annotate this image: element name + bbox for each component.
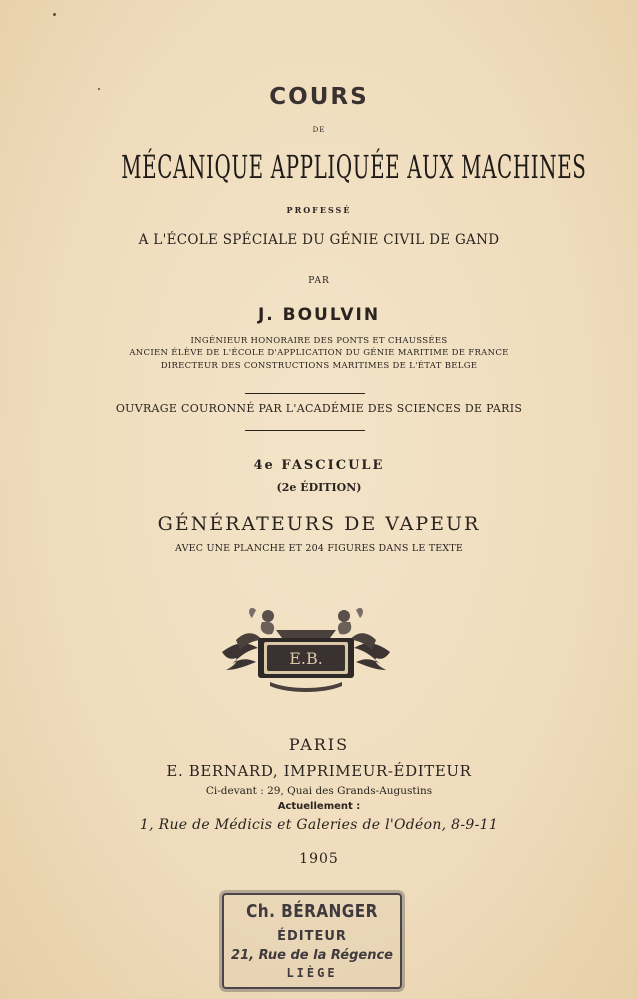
school-line: A L'ÉCOLE SPÉCIALE DU GÉNIE CIVIL DE GAND	[138, 232, 500, 248]
stamp-line-3: 21, Rue de la Régence	[231, 948, 393, 963]
heading-de: DE	[312, 126, 326, 134]
emblem-monogram: E.B.	[289, 649, 323, 668]
author-title-2: ANCIEN ÉLÈVE DE L'ÉCOLE D'APPLICATION DU GÉNIE MARITIME DE FRANCE	[129, 348, 509, 358]
paper-speck	[53, 13, 56, 16]
author-title-1: INGÉNIEUR HONORAIRE DES PONTS ET CHAUSSÉES	[190, 336, 448, 346]
subject-title: GÉNÉRATEURS DE VAPEUR	[157, 513, 481, 535]
subject-note: AVEC UNE PLANCHE ET 204 FIGURES DANS LE TEXTE	[174, 543, 463, 554]
divider-top	[245, 393, 365, 394]
imprint-current-label: Actuellement :	[277, 801, 361, 812]
award-line: OUVRAGE COURONNÉ PAR L'ACADÉMIE DES SCIENCES DE PARIS	[115, 402, 523, 415]
stamp-line-1: Ch. BÉRANGER	[246, 901, 378, 922]
edition-label: (2e ÉDITION)	[276, 481, 362, 494]
imprint-former-address: Ci-devant : 29, Quai des Grands-Augustins	[205, 785, 433, 797]
publisher-emblem-icon	[218, 600, 394, 694]
main-title: MÉCANIQUE APPLIQUÉE AUX MACHINES	[121, 148, 587, 186]
fascicule-label: 4e FASCICULE	[253, 458, 385, 473]
stamp-line-4: LIÈGE	[286, 966, 338, 980]
imprint-year: 1905	[299, 851, 339, 867]
imprint-city: PARIS	[288, 735, 350, 754]
imprint-publisher: E. BERNARD, IMPRIMEUR-ÉDITEUR	[166, 762, 472, 780]
heading-professe: PROFESSÉ	[286, 205, 352, 215]
heading-par: PAR	[308, 276, 330, 286]
stamp-line-2: ÉDITEUR	[277, 929, 347, 944]
imprint-current-address: 1, Rue de Médicis et Galeries de l'Odéon, 8-9-11	[139, 817, 499, 833]
divider-bottom	[245, 430, 365, 431]
heading-cours: COURS	[269, 84, 369, 110]
author-title-3: DIRECTEUR DES CONSTRUCTIONS MARITIMES DE L'ÉTAT BELGE	[160, 361, 478, 371]
author-name: J. BOULVIN	[257, 305, 381, 325]
bookseller-stamp	[222, 893, 402, 989]
